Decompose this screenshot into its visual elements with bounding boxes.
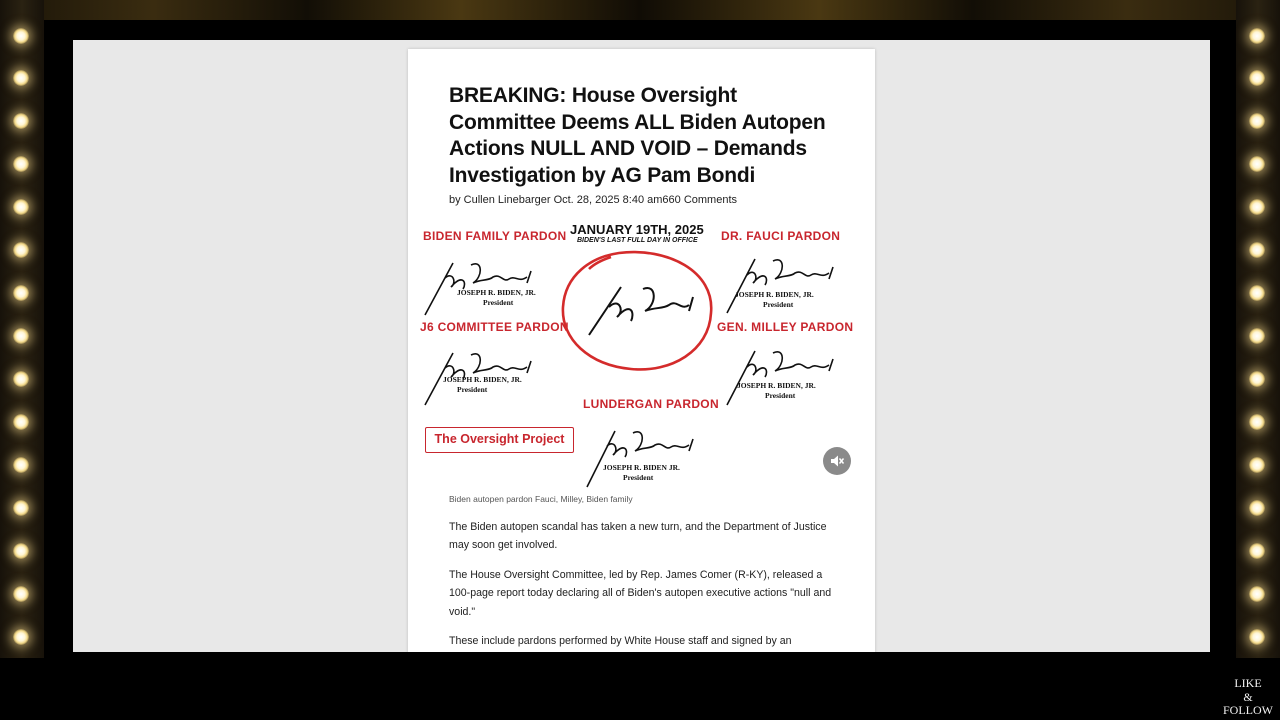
oversight-project-badge: The Oversight Project <box>425 427 574 453</box>
signature-title: President <box>765 391 796 400</box>
marquee-bulb <box>1249 242 1265 258</box>
signature-name: JOSEPH R. BIDEN, JR. <box>443 375 522 384</box>
marquee-lights-left <box>0 0 44 658</box>
signature-scrawl-icon <box>423 333 553 408</box>
marquee-bulb <box>13 586 29 602</box>
signature-name: JOSEPH R. BIDEN, JR. <box>735 290 814 299</box>
video-bottom-bar <box>0 658 1280 720</box>
marquee-bulb <box>13 414 29 430</box>
article-card <box>408 49 875 652</box>
signature-block <box>423 243 553 318</box>
video-screen <box>73 40 1210 652</box>
signature-title: President <box>623 473 654 482</box>
marquee-bulb <box>13 543 29 559</box>
marquee-bulb <box>1249 500 1265 516</box>
signature-name: JOSEPH R. BIDEN, JR. <box>457 288 536 297</box>
marquee-bulb <box>1249 285 1265 301</box>
signature-block <box>725 333 855 408</box>
marquee-bulb <box>13 242 29 258</box>
signature-block <box>585 411 715 491</box>
article-byline: by Cullen Linebarger Oct. 28, 2025 8:40 am660 Comments <box>449 194 737 206</box>
marquee-bulb <box>1249 199 1265 215</box>
marquee-bulb <box>13 328 29 344</box>
marquee-bulb <box>1249 70 1265 86</box>
marquee-bulb <box>13 285 29 301</box>
marquee-bulb <box>1249 156 1265 172</box>
marquee-bulb <box>13 500 29 516</box>
circled-signature-icon <box>559 247 715 375</box>
marquee-bulb <box>1249 457 1265 473</box>
follow-text: FOLLOW <box>1223 703 1273 717</box>
signature-title: President <box>763 300 794 309</box>
label-family-pardon: BIDEN FAMILY PARDON <box>423 229 567 243</box>
article-hero-image <box>419 221 865 491</box>
marquee-bulb <box>1249 543 1265 559</box>
signature-block <box>725 241 855 316</box>
marquee-bulb <box>1249 328 1265 344</box>
image-date-subtitle: BIDEN'S LAST FULL DAY IN OFFICE <box>577 237 698 244</box>
signature-title: President <box>457 385 488 394</box>
ampersand-text: & <box>1243 689 1253 704</box>
marquee-bulb <box>1249 414 1265 430</box>
marquee-lights-right <box>1236 0 1280 658</box>
signature-title: President <box>483 298 514 307</box>
marquee-bulb <box>13 629 29 645</box>
marquee-bulb <box>13 70 29 86</box>
marquee-bulb <box>13 371 29 387</box>
label-milley-pardon: GEN. MILLEY PARDON <box>717 320 854 334</box>
marquee-bulb <box>1249 28 1265 44</box>
marquee-bulb <box>13 156 29 172</box>
article-paragraph: These include pardons performed by White House staff and signed by an <box>449 635 792 647</box>
label-committee-pardon: J6 COMMITTEE PARDON <box>420 320 569 334</box>
label-lundergan-pardon: LUNDERGAN PARDON <box>583 397 719 411</box>
like-text: LIKE <box>1234 676 1262 690</box>
signature-block <box>423 333 553 408</box>
marquee-bulb <box>13 457 29 473</box>
like-follow-overlay[interactable] <box>1219 677 1277 718</box>
signature-name: JOSEPH R. BIDEN JR. <box>603 463 680 472</box>
marquee-bulb <box>13 199 29 215</box>
article-paragraph: The Biden autopen scandal has taken a new turn, and the Department of Justice may soon get involved. <box>449 521 827 552</box>
marquee-bulb <box>1249 586 1265 602</box>
signature-name: JOSEPH R. BIDEN, JR. <box>737 381 816 390</box>
image-caption: Biden autopen pardon Fauci, Milley, Biden family <box>449 494 633 504</box>
label-fauci-pardon: DR. FAUCI PARDON <box>721 229 841 243</box>
marquee-bulb <box>1249 113 1265 129</box>
marquee-bulb <box>13 113 29 129</box>
article-headline[interactable]: BREAKING: House Oversight Committee Deems ALL Biden Autopen Actions NULL AND VOID – Demands Investigation by AG Pam Bondi <box>449 84 826 187</box>
marquee-bulb <box>1249 371 1265 387</box>
stage-top-decor <box>0 0 1280 20</box>
speaker-mute-glyph <box>829 453 845 469</box>
image-date-title: JANUARY 19TH, 2025 <box>570 222 704 237</box>
marquee-bulb <box>13 28 29 44</box>
article-paragraph: The House Oversight Committee, led by Rep. James Comer (R-KY), released a 100-page report today declaring all of Biden's autopen executive actions "null and void." <box>449 569 832 618</box>
speaker-mute-icon[interactable] <box>823 447 851 475</box>
marquee-bulb <box>1249 629 1265 645</box>
